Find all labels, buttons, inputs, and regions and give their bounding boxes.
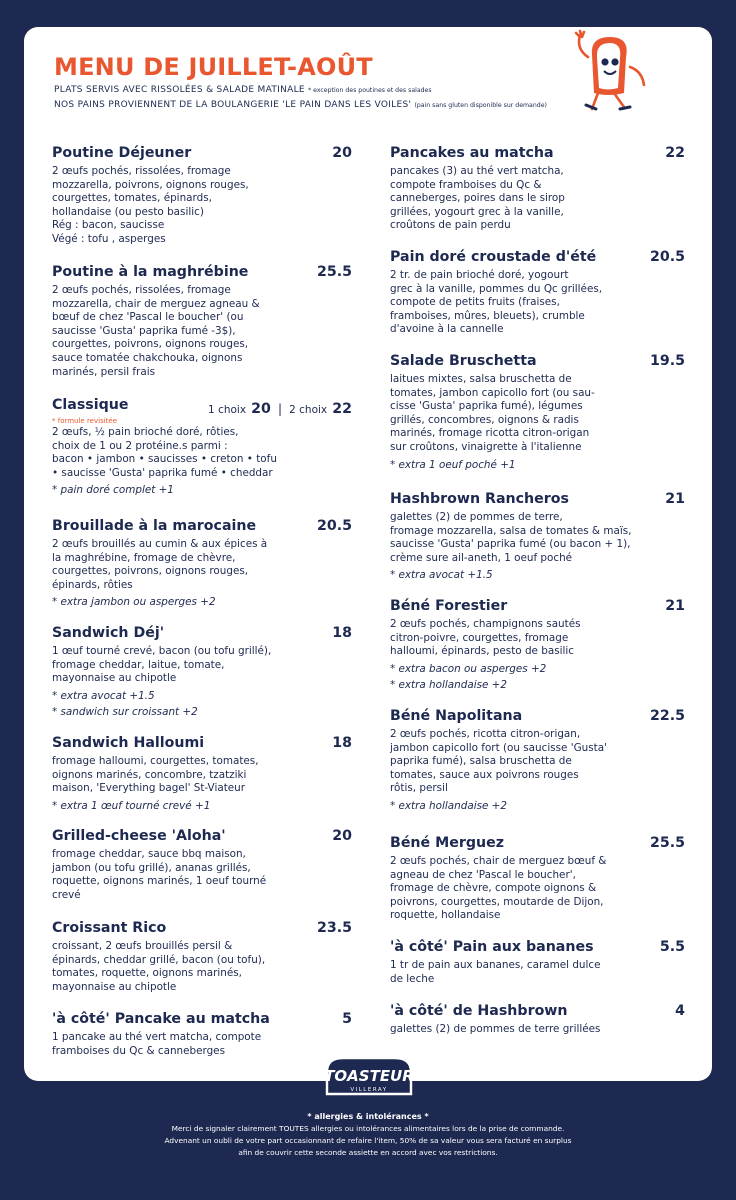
item-price: 22.5 [649, 708, 685, 724]
allergy-line: Merci de signaler clairement TOUTES allergies ou intolérances alimentaires lors de la prise de commande. [171, 1124, 565, 1133]
item-price: 21 [665, 491, 685, 507]
item-description [52, 645, 352, 686]
item-name: Poutine Déjeuner [52, 145, 192, 161]
desc-line: jambon capicollo fort (ou saucisse 'Gusta' [390, 741, 607, 754]
desc-line: 2 œufs brouillés au cumin & aux épices à [52, 538, 268, 550]
desc-line: crème sure ail-aneth, 1 oeuf poché [390, 551, 573, 564]
desc-line: fromage cheddar, laitue, tomate, [52, 658, 225, 671]
desc-line: fromage cheddar, sauce bbq maison, [52, 848, 246, 860]
item-description [52, 940, 352, 994]
toasteur-logo [319, 1054, 419, 1104]
item-description [390, 855, 685, 923]
bakery-text: NOS PAINS PROVIENNENT DE LA BOULANGERIE 'LE PAIN DANS LES VOILES' [54, 100, 412, 110]
desc-line: sauce tomatée chakchouka, oignons [52, 351, 243, 364]
item-price: 20 [332, 145, 352, 161]
desc-line: grillées, yogourt grec à la vanille, [390, 205, 564, 218]
item-description [52, 848, 352, 902]
item-name: Hashbrown Rancheros [390, 491, 569, 507]
desc-line: Végé : tofu , asperges [52, 232, 166, 245]
allergy-footer [0, 1110, 736, 1160]
item-name: Croissant Rico [52, 920, 167, 936]
item-description [390, 618, 685, 659]
item-price: 25.5 [316, 264, 352, 280]
desc-line: marinés, fromage ricotta citron-origan [390, 427, 590, 440]
item-description [52, 538, 352, 592]
desc-line: canneberges, poires dans le sirop [390, 192, 565, 205]
desc-line: roquette, oignons marinés, 1 oeuf tourné [52, 875, 267, 888]
item-description [390, 959, 685, 986]
item-price: 18 [332, 625, 352, 641]
desc-line: maison, 'Everything bagel' St-Viateur [52, 782, 246, 795]
menu-item [52, 1011, 352, 1058]
desc-line: agneau de chez 'Pascal le boucher', [390, 868, 576, 881]
item-extra: * extra avocat +1.5 [52, 689, 155, 702]
desc-line: 2 œufs pochés, rissolées, fromage [52, 165, 231, 177]
item-note: * formule revisitée [52, 417, 118, 425]
desc-line: saucisse 'Gusta' paprika fumé (ou bacon + 1), [390, 538, 631, 551]
item-extra: * pain doré complet +1 [52, 484, 174, 497]
item-price-options [208, 398, 352, 417]
desc-line: jambon (ou tofu grillé), ananas grillés, [52, 861, 251, 874]
item-name: Sandwich Halloumi [52, 735, 205, 751]
price-option-label: 2 choix [289, 404, 328, 416]
menu-item [390, 708, 685, 813]
item-name: Béné Forestier [390, 598, 508, 614]
item-name: Brouillade à la marocaine [52, 518, 257, 534]
menu-item [52, 518, 352, 609]
desc-line: 2 œufs pochés, chair de merguez bœuf & [390, 855, 607, 867]
desc-line: laitues mixtes, salsa bruschetta de [390, 373, 572, 385]
desc-line: 1 pancake au thé vert matcha, compote [52, 1031, 262, 1043]
desc-line: framboises du Qc & canneberges [52, 1044, 225, 1057]
allergy-line: Advenant un oubli de votre part occasionnant de refaire l'item, 50% de sa valeur vous sera facturé en surplus [164, 1136, 572, 1146]
desc-line: compote framboises du Qc & [390, 178, 542, 191]
price-option-value: 20 [251, 401, 271, 417]
desc-line: compote de petits fruits (fraises, [390, 296, 560, 309]
desc-line: 1 tr de pain aux bananes, caramel dulce [390, 959, 601, 971]
desc-line: tomates, sauce aux poivrons rouges [390, 768, 579, 781]
desc-line: mozzarella, chair de merguez agneau & [52, 297, 260, 310]
item-extra: * extra 1 oeuf poché +1 [390, 458, 516, 471]
desc-line: épinards, cheddar grillé, bacon (ou tofu), [52, 953, 266, 966]
item-name: Classique [52, 397, 129, 413]
item-price: 19.5 [649, 353, 685, 369]
item-price: 5 [342, 1011, 352, 1027]
desc-line: • saucisse 'Gusta' paprika fumé • cheddar [52, 466, 273, 479]
desc-line: 2 œufs pochés, rissolées, fromage [52, 284, 231, 296]
desc-line: rôtis, persil [390, 782, 448, 795]
item-description [390, 728, 685, 796]
menu-item [390, 939, 685, 986]
bakery-line [54, 100, 547, 110]
item-description [390, 165, 685, 233]
desc-line: saucisse 'Gusta' paprika fumé -3$), [52, 324, 236, 337]
desc-line: 1 œuf tourné crevé, bacon (ou tofu grillé), [52, 645, 272, 657]
menu-item [390, 145, 685, 233]
desc-line: de leche [390, 972, 435, 985]
desc-line: courgettes, poivrons, oignons rouges, [52, 565, 249, 578]
item-price: 22 [665, 145, 685, 161]
price-separator: | [278, 402, 283, 416]
item-price: 21 [665, 598, 685, 614]
desc-line: hollandaise (ou pesto basilic) [52, 205, 204, 218]
desc-line: épinards, rôties [52, 578, 133, 591]
allergy-line: afin de couvrir cette seconde assiette en accord avec vos restrictions. [238, 1148, 498, 1158]
bakery-note: (pain sans gluten disponible sur demande) [414, 102, 547, 109]
menu-item [52, 264, 352, 379]
menu-item [390, 491, 685, 582]
desc-line: oignons marinés, concombre, tzatziki [52, 768, 247, 781]
desc-line: pancakes (3) au thé vert matcha, [390, 165, 564, 177]
desc-line: croûtons de pain perdu [390, 219, 511, 232]
desc-line: 2 œufs pochés, champignons sautés [390, 618, 581, 630]
item-price: 4 [675, 1003, 685, 1019]
item-description [390, 1023, 685, 1037]
desc-line: 2 œufs, ½ pain brioché doré, rôties, [52, 426, 239, 438]
item-description [52, 1031, 352, 1058]
desc-line: croissant, 2 œufs brouillés persil & [52, 940, 233, 952]
desc-line: courgettes, tomates, épinards, [52, 192, 212, 205]
desc-line: la maghrébine, fromage de chèvre, [52, 551, 236, 564]
desc-line: bœuf de chez 'Pascal le boucher' (ou [52, 311, 244, 324]
item-description [390, 269, 685, 337]
item-extra: * extra hollandaise +2 [390, 799, 508, 812]
item-name: Salade Bruschetta [390, 353, 537, 369]
item-price: 18 [332, 735, 352, 751]
item-name: Pain doré croustade d'été [390, 249, 597, 265]
desc-line: Rég : bacon, saucisse [52, 219, 165, 232]
item-price: 20 [332, 828, 352, 844]
menu-item [52, 828, 352, 902]
desc-line: fromage halloumi, courgettes, tomates, [52, 755, 259, 767]
desc-line: grillés, concombres, oignons & radis [390, 413, 579, 426]
desc-line: roquette, hollandaise [390, 909, 501, 922]
desc-line: bacon • jambon • saucisses • creton • tofu [52, 453, 277, 466]
menu-item [52, 735, 352, 813]
menu-item [52, 920, 352, 994]
item-description [52, 165, 352, 247]
served-with-text: PLATS SERVIS AVEC RISSOLÉES & SALADE MATINALE [54, 85, 305, 95]
item-extra: * extra 1 œuf tourné crevé +1 [52, 799, 211, 812]
item-name: Béné Merguez [390, 835, 504, 851]
desc-line: framboises, mûres, bleuets), crumble [390, 309, 585, 322]
item-price: 5.5 [659, 939, 685, 955]
desc-line: mozzarella, poivrons, oignons rouges, [52, 178, 249, 191]
desc-line: galettes (2) de pommes de terre grillées [390, 1023, 601, 1035]
item-description [52, 284, 352, 379]
menu-item [390, 835, 685, 923]
menu-item [390, 353, 685, 472]
desc-line: tomates, roquette, oignons marinés, [52, 967, 242, 980]
item-name: 'à côté' Pancake au matcha [52, 1011, 270, 1027]
desc-line: mayonnaise au chipotle [52, 672, 177, 685]
served-with-line [54, 85, 432, 95]
item-extra: * extra avocat +1.5 [390, 569, 493, 582]
desc-line: 2 tr. de pain brioché doré, yogourt [390, 269, 569, 281]
desc-line: crevé [52, 888, 81, 901]
desc-line: fromage mozzarella, salsa de tomates & maïs, [390, 524, 632, 537]
menu-card [24, 27, 712, 1081]
toast-mascot-icon [568, 27, 648, 113]
item-description [52, 755, 352, 796]
item-name: Béné Napolitana [390, 708, 523, 724]
item-extra: * extra bacon ou asperges +2 [390, 662, 547, 675]
item-description [52, 426, 352, 480]
item-name: Grilled-cheese 'Aloha' [52, 828, 226, 844]
desc-line: citron-poivre, courgettes, fromage [390, 631, 569, 644]
desc-line: grec à la vanille, pommes du Qc grillées, [390, 282, 603, 295]
desc-line: fromage de chèvre, compote oignons & [390, 882, 597, 895]
desc-line: galettes (2) de pommes de terre, [390, 511, 563, 523]
desc-line: poivrons, courgettes, moutarde de Dijon, [390, 895, 604, 908]
item-price: 20.5 [649, 249, 685, 265]
menu-title: MENU DE JUILLET-AOÛT [54, 53, 373, 81]
item-price: 25.5 [649, 835, 685, 851]
item-extra: * extra hollandaise +2 [390, 678, 508, 691]
item-extra: * sandwich sur croissant +2 [52, 705, 198, 718]
item-description [390, 511, 685, 565]
desc-line: marinés, persil frais [52, 365, 155, 378]
allergy-heading: * allergies & intolérances * [307, 1112, 429, 1121]
menu-item [390, 249, 685, 337]
menu-item [52, 397, 352, 497]
item-price: 23.5 [316, 920, 352, 936]
desc-line: tomates, jambon capicollo fort (ou sau- [390, 386, 595, 399]
item-name: Pancakes au matcha [390, 145, 554, 161]
desc-line: courgettes, poivrons, oignons rouges, [52, 338, 249, 351]
desc-line: paprika fumé), salsa bruschetta de [390, 755, 572, 768]
item-price: 20.5 [316, 518, 352, 534]
desc-line: cisse 'Gusta' paprika fumé), légumes [390, 400, 583, 413]
item-extra: * extra jambon ou asperges +2 [52, 596, 216, 609]
desc-line: d'avoine à la cannelle [390, 323, 504, 336]
desc-line: halloumi, épinards, pesto de basilic [390, 645, 574, 658]
item-name: 'à côté' Pain aux bananes [390, 939, 594, 955]
logo-name: TOASTEUR [324, 1067, 414, 1085]
item-name: Sandwich Déj' [52, 625, 165, 641]
item-name: 'à côté' de Hashbrown [390, 1003, 568, 1019]
desc-line: 2 œufs pochés, ricotta citron-origan, [390, 728, 581, 740]
menu-item [52, 625, 352, 719]
menu-item [390, 598, 685, 692]
desc-line: choix de 1 ou 2 protéine.s parmi : [52, 439, 228, 452]
desc-line: mayonnaise au chipotle [52, 980, 177, 993]
menu-item [52, 145, 352, 247]
desc-line: sur croûtons, vinaigrette à l'italienne [390, 440, 582, 453]
item-description [390, 373, 685, 455]
item-name: Poutine à la maghrébine [52, 264, 249, 280]
served-with-note: * exception des poutines et des salades [308, 87, 432, 94]
menu-item [390, 1003, 685, 1037]
logo-subtitle: VILLERAY [350, 1087, 388, 1093]
price-option-value: 22 [332, 401, 352, 417]
price-option-label: 1 choix [208, 404, 247, 416]
